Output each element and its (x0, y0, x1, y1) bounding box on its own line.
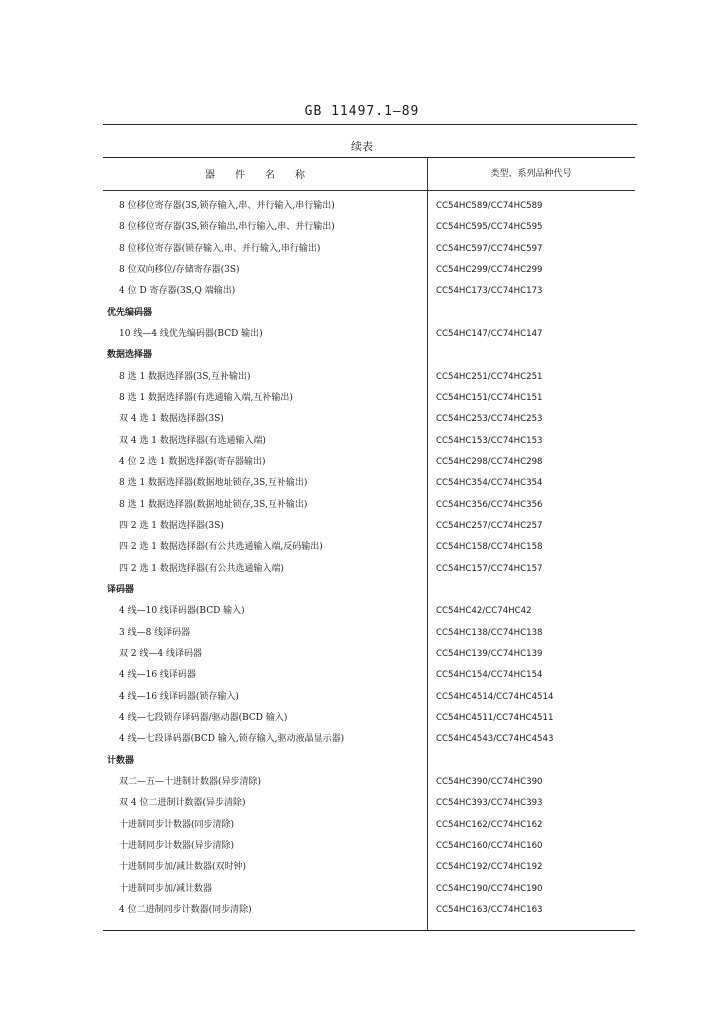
type-code: CC54HC4514/CC74HC4514 (436, 691, 554, 702)
table-row (103, 665, 635, 686)
type-code: CC54HC597/CC74HC597 (436, 243, 543, 254)
table-row (103, 900, 635, 921)
table-row (103, 239, 635, 260)
device-name: 10 线—4 线优先编码器(BCD 输出) (119, 328, 263, 339)
category-row (103, 580, 635, 601)
device-name: 8 位移位寄存器(锁存输入,串、并行输入,串行输出) (119, 243, 321, 254)
table-row (103, 559, 635, 580)
device-name: 4 线—七段译码器(BCD 输入,锁存输入,驱动液晶显示器) (119, 734, 345, 745)
type-code: CC54HC354/CC74HC354 (436, 478, 543, 489)
category-label: 译码器 (107, 584, 135, 595)
table-row (103, 409, 635, 430)
type-code: CC54HC299/CC74HC299 (436, 264, 543, 275)
device-name: 四 2 选 1 数据选择器(有公共选通输入端) (119, 563, 284, 574)
table-row (103, 537, 635, 558)
device-name: 8 位移位寄存器(3S,锁存输出,串行输入,串、并行输出) (119, 222, 335, 233)
table-row (103, 623, 635, 644)
table-row (103, 452, 635, 473)
device-name: 4 位二进制同步计数器(同步清除) (119, 904, 252, 915)
device-name: 3 线—8 线译码器 (119, 627, 191, 638)
type-code: CC54HC160/CC74HC160 (436, 840, 543, 851)
table-row (103, 729, 635, 750)
type-code: CC54HC158/CC74HC158 (436, 542, 543, 553)
device-name: 4 线—七段锁存译码器/驱动器(BCD 输入) (119, 712, 288, 723)
type-code: CC54HC251/CC74HC251 (436, 371, 543, 382)
table-row (103, 601, 635, 622)
type-code: CC54HC190/CC74HC190 (436, 883, 543, 894)
type-code: CC54HC153/CC74HC153 (436, 435, 543, 446)
device-name: 双二—五—十进制计数器(异步清除) (119, 776, 262, 787)
table-row (103, 879, 635, 900)
category-label: 数据选择器 (107, 350, 153, 361)
category-row (103, 751, 635, 772)
type-code: CC54HC298/CC74HC298 (436, 456, 543, 467)
table-header-divider (103, 190, 635, 191)
device-name: 8 选 1 数据选择器(有选通输入端,互补输出) (119, 392, 293, 403)
type-code: CC54HC257/CC74HC257 (436, 520, 543, 531)
category-label: 计数器 (107, 755, 135, 766)
table-caption: 续表 (351, 140, 373, 153)
type-code: CC54HC253/CC74HC253 (436, 414, 543, 425)
type-code: CC54HC151/CC74HC151 (436, 392, 543, 403)
device-name: 4 位 2 选 1 数据选择器(寄存器输出) (119, 456, 266, 467)
table-row (103, 516, 635, 537)
device-name: 8 选 1 数据选择器(数据地址锁存,3S,互补输出) (119, 478, 308, 489)
table-row (103, 495, 635, 516)
device-name: 8 选 1 数据选择器(3S,互补输出) (119, 371, 251, 382)
header-rule (103, 124, 637, 125)
table-row (103, 644, 635, 665)
table-row (103, 793, 635, 814)
device-name: 4 位 D 寄存器(3S,Q 端输出) (119, 286, 236, 297)
table-row (103, 217, 635, 238)
type-code: CC54HC162/CC74HC162 (436, 819, 543, 830)
type-code: CC54HC157/CC74HC157 (436, 563, 543, 574)
device-name: 8 位双向移位/存储寄存器(3S) (119, 264, 240, 275)
device-name: 4 线—16 线译码器 (119, 670, 196, 681)
table-row (103, 196, 635, 217)
device-name: 双 4 选 1 数据选择器(3S) (119, 414, 224, 425)
device-table (103, 157, 635, 931)
type-code: CC54HC390/CC74HC390 (436, 776, 543, 787)
device-name: 8 位移位寄存器(3S,锁存输入,串、并行输入,串行输出) (119, 201, 335, 211)
table-row (103, 473, 635, 494)
device-name: 四 2 选 1 数据选择器(有公共选通输入端,反码输出) (119, 542, 323, 553)
category-label: 优先编码器 (107, 307, 153, 318)
type-code: CC54HC42/CC74HC42 (436, 606, 532, 617)
type-code: CC54HC173/CC74HC173 (436, 286, 543, 297)
table-row (103, 281, 635, 302)
table-row (103, 431, 635, 452)
column-header-type-code: 类型、系列品种代号 (490, 169, 572, 179)
type-code: CC54HC147/CC74HC147 (436, 328, 543, 339)
table-row (103, 260, 635, 281)
device-name: 4 线—16 线译码器(锁存输入) (119, 691, 239, 702)
device-name: 双 4 位二进制计数器(异步清除) (119, 798, 246, 809)
device-name: 8 选 1 数据选择器(数据地址锁存,3S,互补输出) (119, 499, 308, 510)
type-code: CC54HC139/CC74HC139 (436, 648, 543, 659)
standard-number: GB 11497.1—89 (304, 104, 420, 119)
table-row (103, 367, 635, 388)
table-row (103, 388, 635, 409)
type-code: CC54HC154/CC74HC154 (436, 670, 543, 681)
table-row (103, 324, 635, 345)
type-code: CC54HC192/CC74HC192 (436, 862, 543, 873)
table-row (103, 687, 635, 708)
type-code: CC54HC4511/CC74HC4511 (436, 712, 554, 723)
type-code: CC54HC595/CC74HC595 (436, 222, 543, 233)
device-name: 十进制同步计数器(同步清除) (119, 819, 235, 830)
device-name: 4 线—10 线译码器(BCD 输入) (119, 606, 245, 617)
category-row (103, 303, 635, 324)
type-code: CC54HC356/CC74HC356 (436, 499, 543, 510)
category-row (103, 345, 635, 366)
device-name: 十进制同步加/减计数器 (119, 883, 213, 894)
table-row (103, 836, 635, 857)
type-code: CC54HC163/CC74HC163 (436, 904, 543, 915)
table-row (103, 857, 635, 878)
column-header-device-name: 器件名称 (205, 170, 325, 181)
device-name: 四 2 选 1 数据选择器(3S) (119, 520, 224, 531)
type-code: CC54HC589/CC74HC589 (436, 201, 543, 211)
table-row (103, 772, 635, 793)
device-name: 双 2 线—4 线译码器 (119, 648, 203, 659)
device-name: 双 4 选 1 数据选择器(有选通输入端) (119, 435, 266, 446)
device-name: 十进制同步加/减计数器(双时钟) (119, 862, 247, 873)
table-row (103, 708, 635, 729)
type-code: CC54HC138/CC74HC138 (436, 627, 543, 638)
type-code: CC54HC4543/CC74HC4543 (436, 734, 554, 745)
table-row (103, 815, 635, 836)
device-name: 十进制同步计数器(异步清除) (119, 840, 235, 851)
type-code: CC54HC393/CC74HC393 (436, 798, 543, 809)
